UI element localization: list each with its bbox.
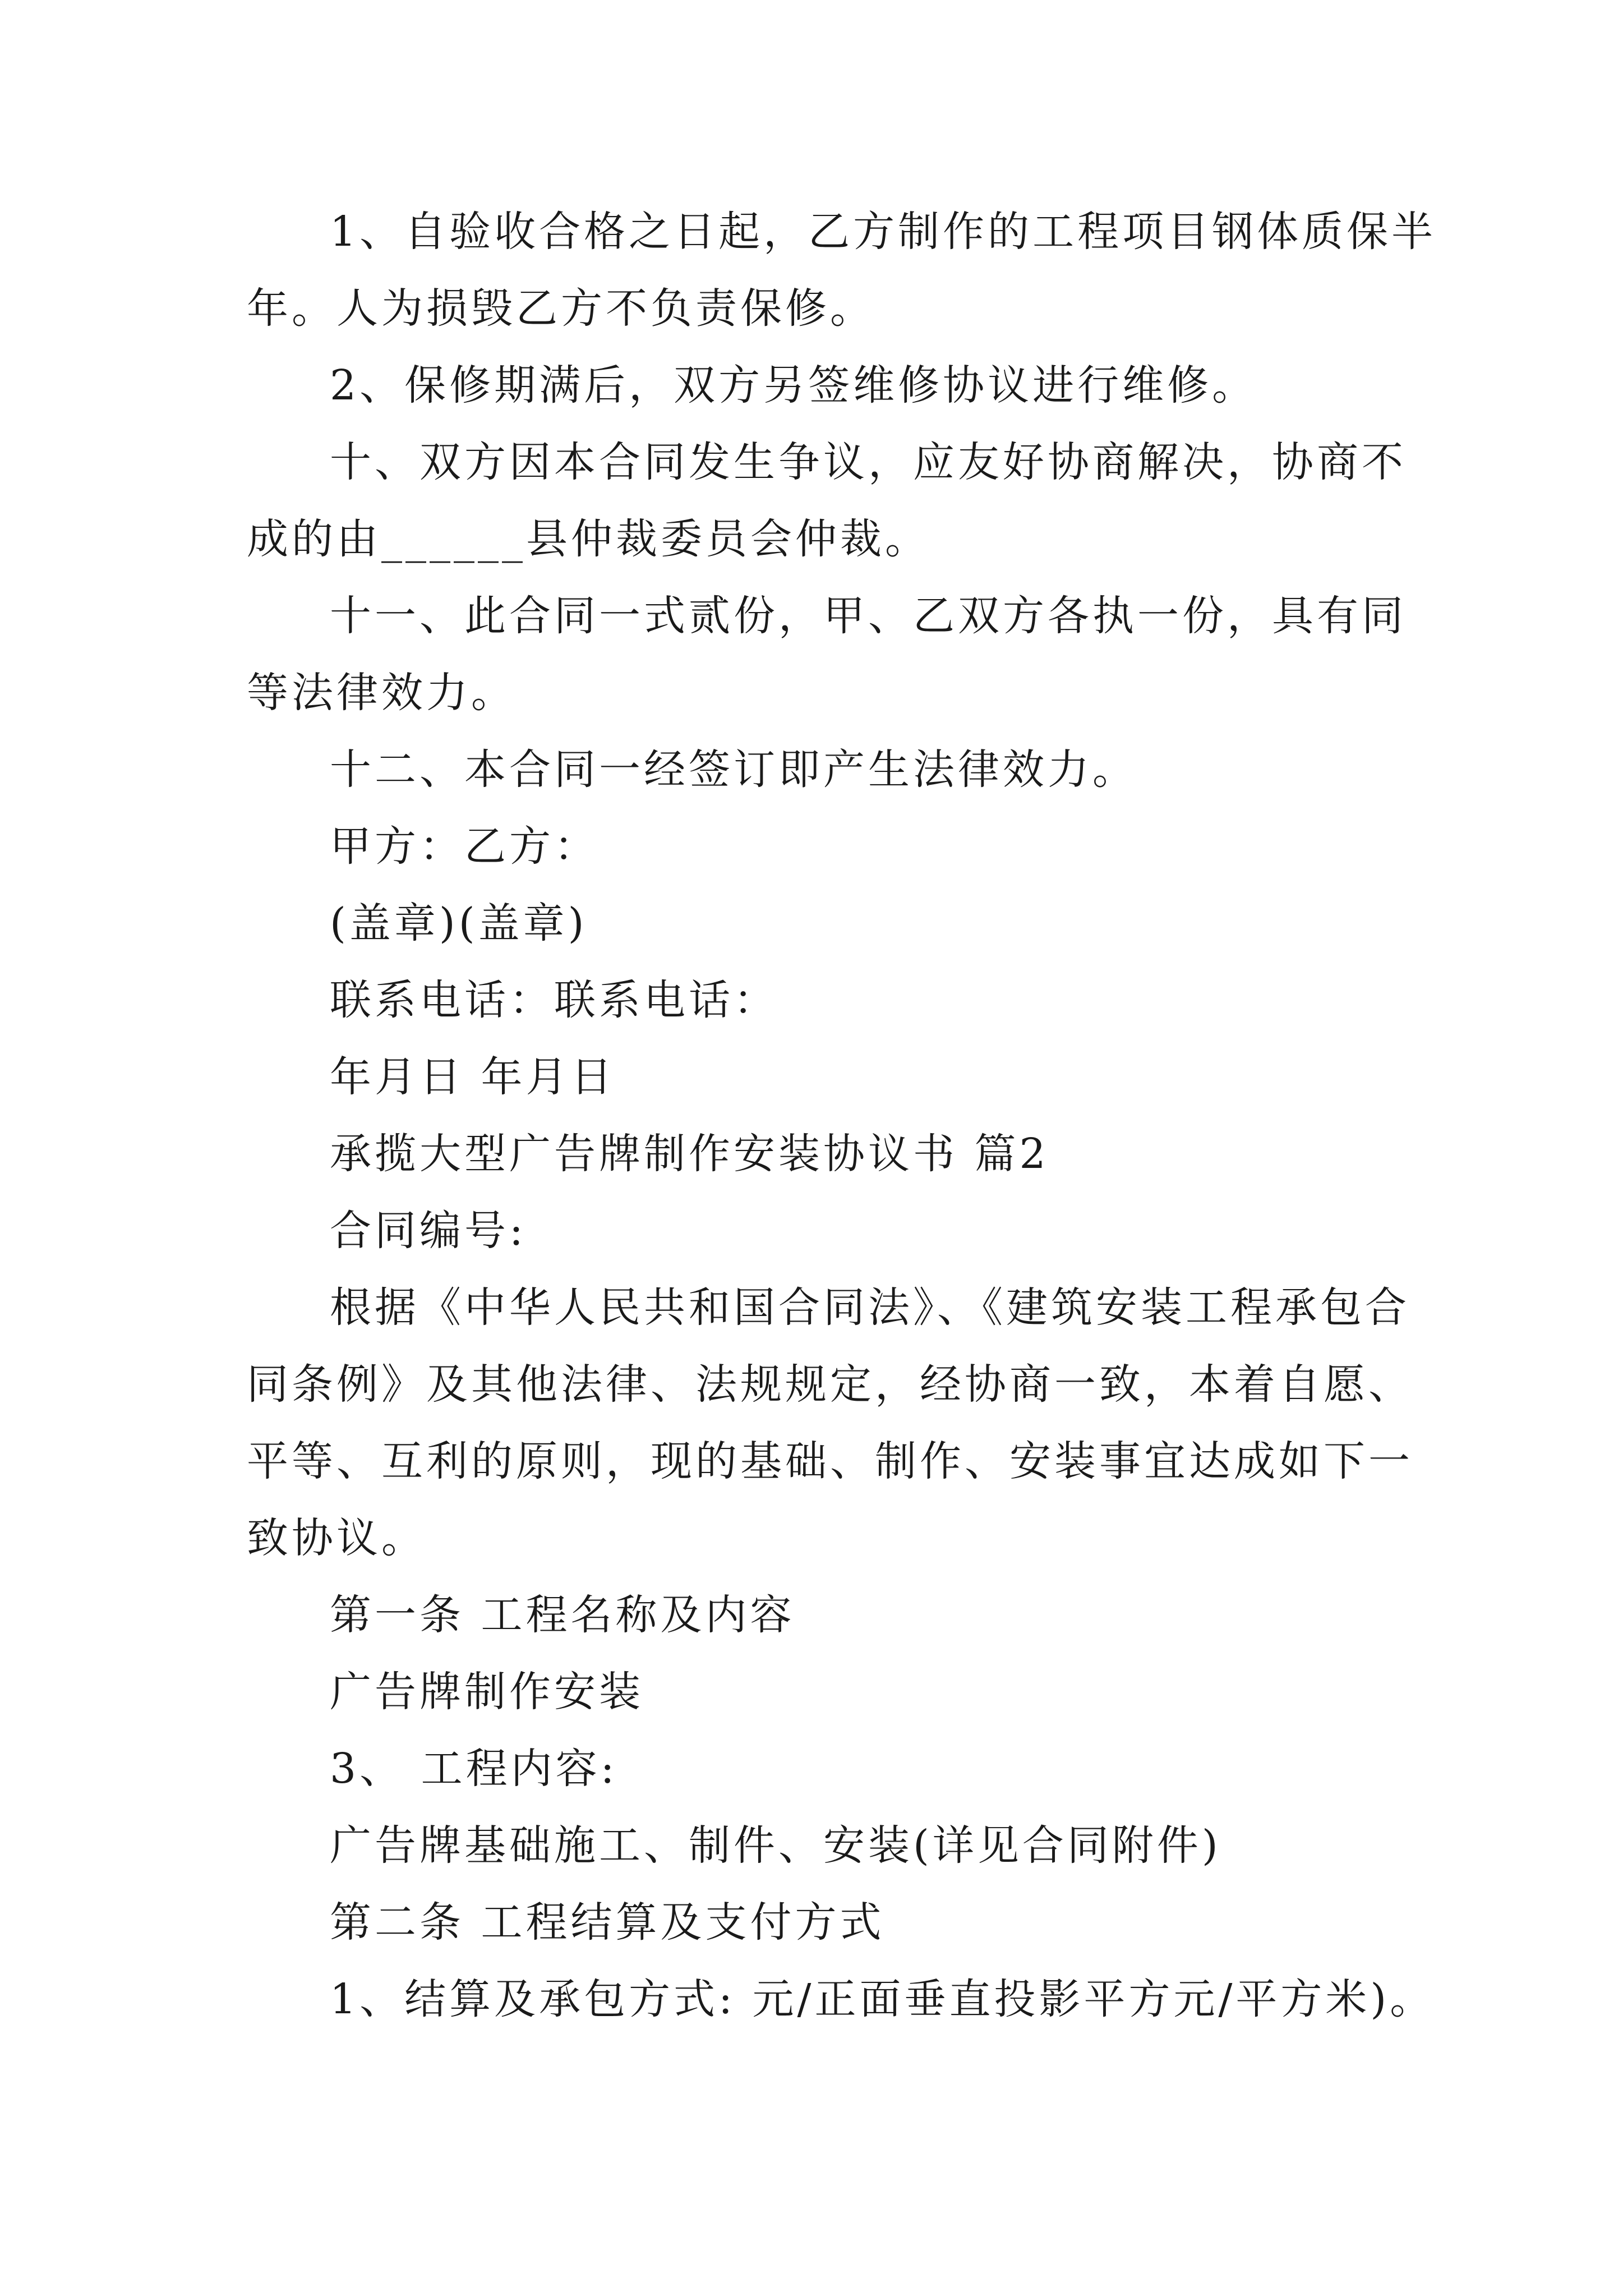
project-content: 广告牌基础施工、制件、安装(详见合同附件)	[330, 1821, 1221, 1870]
paragraph-effective: 十二、本合同一经签订即产生法律效力。	[330, 746, 1137, 794]
signature-dates: 年月日 年月日	[330, 1053, 616, 1101]
paragraph-warranty-period: 1、自验收合格之日起，乙方制作的工程项目钢体质保半年。人为损毁乙方不负责保修。	[247, 208, 1437, 333]
paragraph-preamble: 根据《中华人民共和国合同法》、《建筑安装工程承包合同条例》及其他法律、法规规定，经协商一致，本着自愿、平等、互利的原则，现的基础、制作、安装事宜达成如下一致协议。	[247, 1283, 1413, 1562]
settlement-method: 1、结算及承包方式: 元/正面垂直投影平方元/平方米)。	[330, 1975, 1435, 2023]
paragraph-maintenance-agreement: 2、保修期满后，双方另签维修协议进行维修。	[330, 361, 1257, 409]
article-2-heading: 第二条 工程结算及支付方式	[330, 1898, 885, 1947]
signature-phones: 联系电话：联系电话：	[330, 976, 778, 1024]
project-name: 广告牌制作安装	[330, 1668, 644, 1716]
paragraph-dispute-arbitration: 十、双方因本合同发生争议，应友好协商解决，协商不成的由______县仲裁委员会仲裁。	[247, 438, 1407, 563]
signature-seals: (盖章)(盖章)	[330, 899, 588, 947]
signature-parties: 甲方：乙方：	[330, 822, 599, 871]
document-body	[247, 194, 1447, 2038]
section-title: 承揽大型广告牌制作安装协议书 篇2	[330, 1130, 1049, 1178]
paragraph-copies: 十一、此合同一式贰份，甲、乙双方各执一份，具有同等法律效力。	[247, 592, 1407, 717]
project-content-label: 3、 工程内容:	[330, 1745, 618, 1793]
article-1-heading: 第一条 工程名称及内容	[330, 1591, 795, 1639]
contract-number: 合同编号:	[330, 1207, 527, 1255]
